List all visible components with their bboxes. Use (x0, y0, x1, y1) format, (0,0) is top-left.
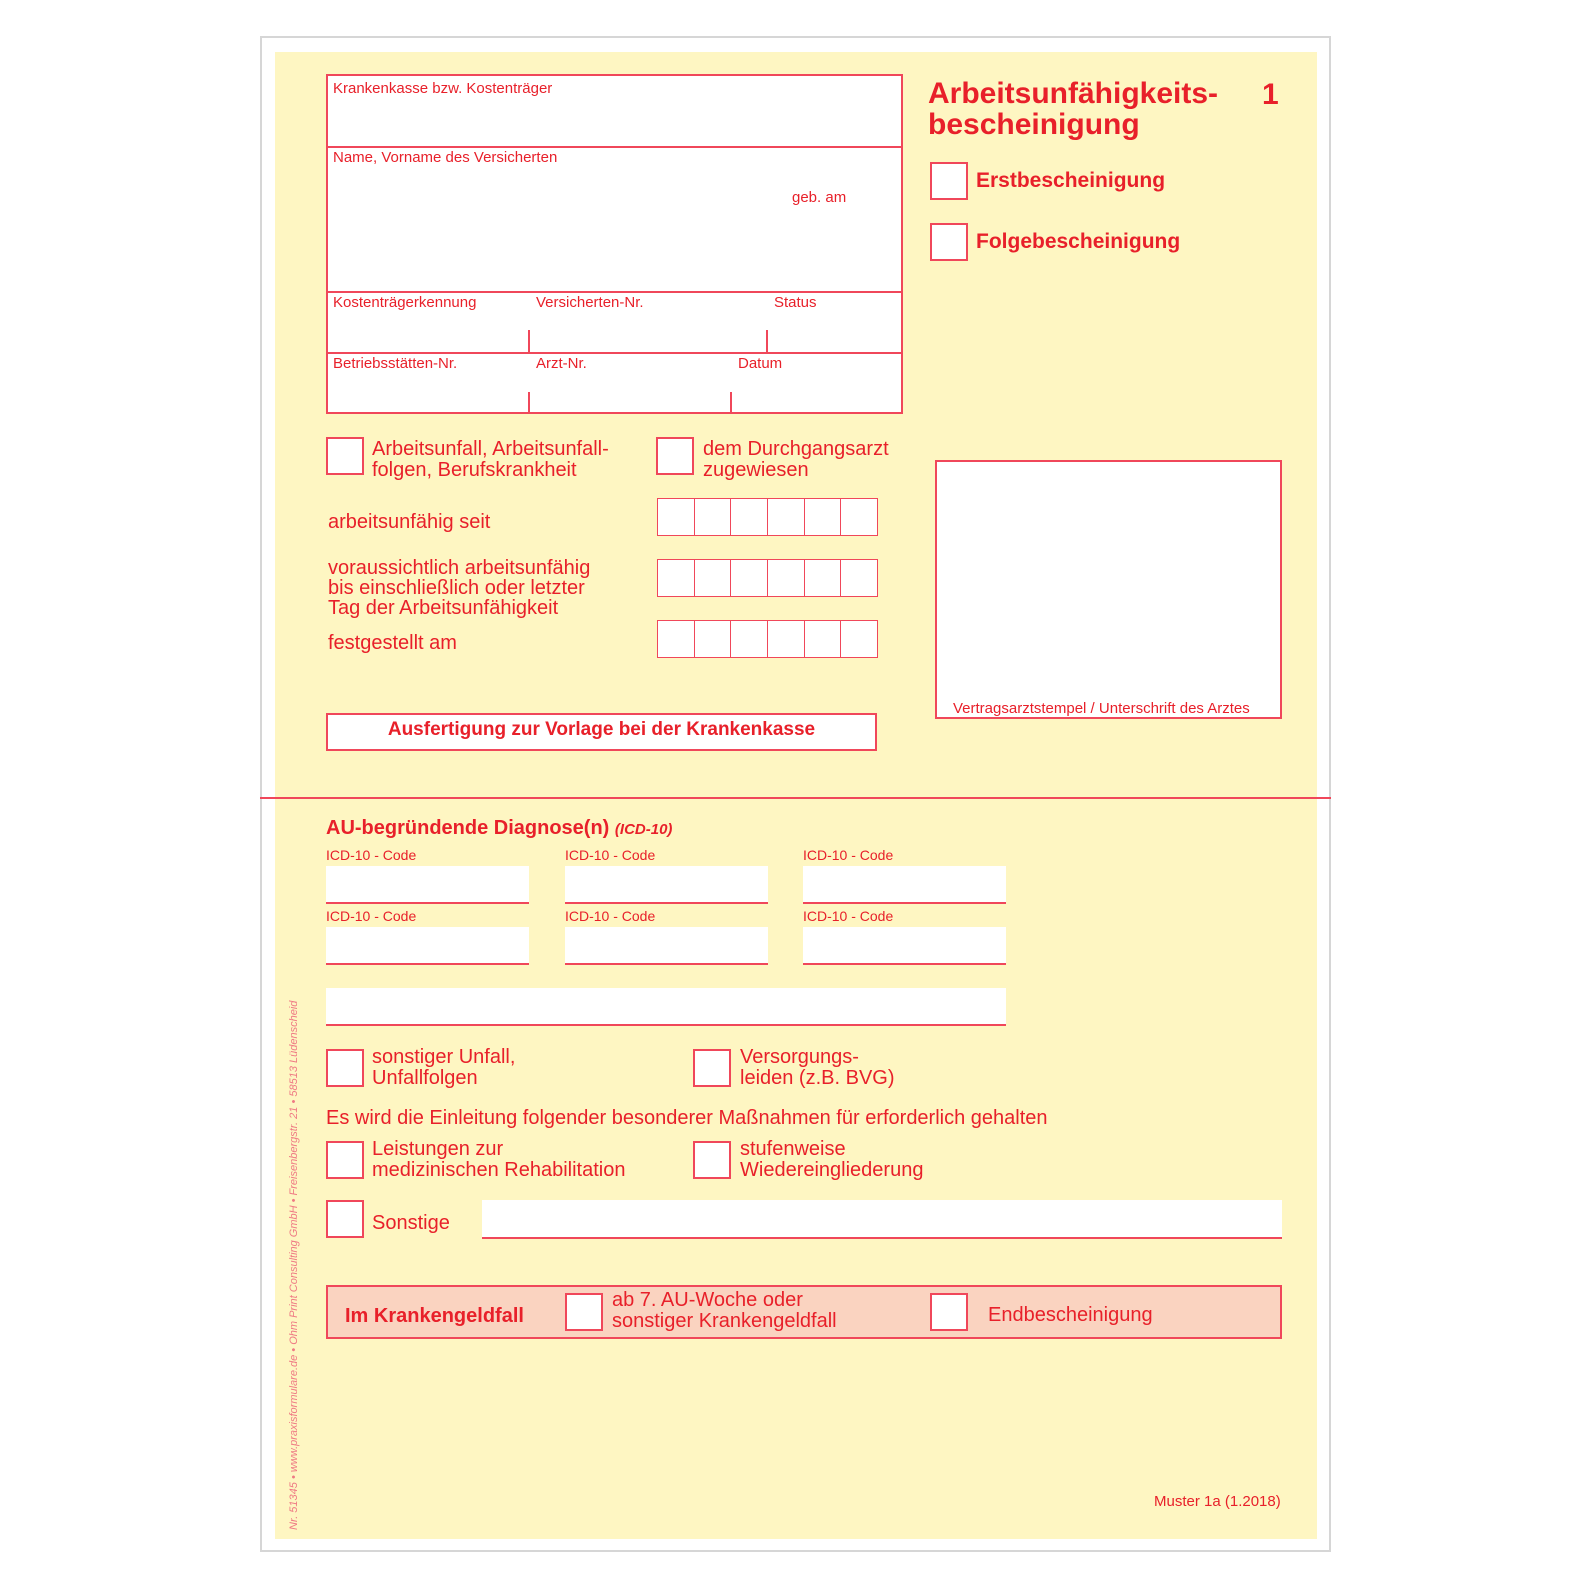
versorgung-line-2: leiden (z.B. BVG) (740, 1067, 895, 1089)
erstbescheinigung-label: Erstbescheinigung (976, 169, 1166, 192)
icd-label-4: ICD-10 - Code (326, 908, 417, 924)
icd-label-2: ICD-10 - Code (565, 847, 656, 863)
arztstempel-label: Vertragsarztstempel / Unterschrift des Arztes (953, 700, 1250, 717)
side-imprint: Nr. 51345 • www.praxisformulare.de • Ohm Print Consulting GmbH • Freisenbergstr. 21 • 58513 Lüdenscheid (288, 1000, 300, 1530)
tick-versicherten (528, 330, 530, 352)
sonstiger-unfall-line-2: Unfallfolgen (372, 1067, 478, 1089)
versorgung-line-1: Versorgungs- (740, 1046, 859, 1068)
arbeitsunfall-line-2: folgen, Berufskrankheit (372, 459, 577, 481)
durchgangsarzt-label (703, 439, 889, 481)
arbeitsunfaehig-seit-date[interactable] (657, 498, 878, 536)
fold-line (260, 797, 1331, 799)
bis-line-2: bis einschließlich oder letzter (328, 577, 585, 599)
sonstige-checkbox[interactable] (326, 1200, 364, 1238)
icd-field-4[interactable] (326, 927, 529, 965)
arzt-nr-label: Arzt-Nr. (536, 355, 587, 372)
ab-7-woche-label (612, 1290, 837, 1332)
sonstiger-unfall-line-1: sonstiger Unfall, (372, 1046, 516, 1068)
krankenkasse-label: Krankenkasse bzw. Kostenträger (333, 80, 553, 97)
title-line-1: Arbeitsunfähigkeits- (928, 77, 1219, 110)
patient-block-divider-2 (326, 291, 903, 293)
diagnose-title (326, 817, 672, 840)
festgestellt-am-date[interactable] (657, 620, 878, 658)
woche-line-1: ab 7. AU-Woche oder (612, 1289, 803, 1311)
versorgungsleiden-label (740, 1047, 895, 1089)
stufen-line-1: stufenweise (740, 1138, 846, 1160)
icd-field-2[interactable] (565, 866, 768, 904)
ab-7-woche-checkbox[interactable] (565, 1293, 603, 1331)
woche-line-2: sonstiger Krankengeldfall (612, 1310, 837, 1332)
icd-field-1[interactable] (326, 866, 529, 904)
muster-label: Muster 1a (1.2018) (1154, 1493, 1281, 1510)
reha-checkbox[interactable] (326, 1141, 364, 1179)
folgebescheinigung-label: Folgebescheinigung (976, 230, 1181, 253)
icd-label-3: ICD-10 - Code (803, 847, 894, 863)
patient-block-divider-3 (326, 352, 903, 354)
icd-field-5[interactable] (565, 927, 768, 965)
erstbescheinigung-checkbox[interactable] (930, 162, 968, 200)
name-label: Name, Vorname des Versicherten (333, 149, 558, 166)
ausfertigung-text: Ausfertigung zur Vorlage bei der Krankenkasse (387, 719, 816, 740)
folgebescheinigung-checkbox[interactable] (930, 223, 968, 261)
bis-line-3: Tag der Arbeitsunfähigkeit (328, 597, 559, 619)
geb-am-label: geb. am (792, 189, 847, 206)
reha-line-1: Leistungen zur (372, 1138, 504, 1160)
wiedereingliederung-label (740, 1139, 923, 1181)
voraussichtlich-bis-label (328, 558, 590, 618)
durchgangsarzt-line-2: zugewiesen (703, 459, 809, 481)
endbescheinigung-checkbox[interactable] (930, 1293, 968, 1331)
form-title (928, 78, 1218, 140)
sonstiger-unfall-checkbox[interactable] (326, 1049, 364, 1087)
copy-number: 1 (1262, 78, 1279, 111)
tick-datum (730, 392, 732, 414)
arbeitsunfall-line-1: Arbeitsunfall, Arbeitsunfall- (372, 438, 609, 460)
tick-arzt (528, 392, 530, 414)
tick-status (766, 330, 768, 352)
icd-label-1: ICD-10 - Code (326, 847, 417, 863)
diagnose-title-text: AU-begründende Diagnose(n) (326, 817, 610, 839)
icd-field-3[interactable] (803, 866, 1006, 904)
bis-line-1: voraussichtlich arbeitsunfähig (328, 557, 591, 579)
krankengeld-label: Im Krankengeldfall (345, 1305, 524, 1327)
icd-label-6: ICD-10 - Code (803, 908, 894, 924)
diagnose-title-suffix: (ICD-10) (614, 821, 673, 838)
durchgangsarzt-line-1: dem Durchgangsarzt (703, 438, 889, 460)
betriebsstaetten-nr-label: Betriebsstätten-Nr. (333, 355, 458, 372)
versicherten-nr-label: Versicherten-Nr. (536, 294, 644, 311)
reha-label (372, 1139, 625, 1181)
sonstiger-unfall-label (372, 1047, 515, 1089)
reha-line-2: medizinischen Rehabilitation (372, 1159, 626, 1181)
voraussichtlich-bis-date[interactable] (657, 559, 878, 597)
arbeitsunfall-label (372, 439, 609, 481)
status-label: Status (774, 294, 817, 311)
endbescheinigung-label: Endbescheinigung (988, 1304, 1153, 1326)
festgestellt-am-label: festgestellt am (328, 632, 457, 654)
arbeitsunfaehig-seit-label: arbeitsunfähig seit (328, 511, 491, 533)
icd-label-5: ICD-10 - Code (565, 908, 656, 924)
kostentraegerkennung-label: Kostenträgerkennung (333, 294, 477, 311)
datum-label: Datum (738, 355, 783, 372)
versorgungsleiden-checkbox[interactable] (693, 1049, 731, 1087)
arbeitsunfall-checkbox[interactable] (326, 437, 364, 475)
patient-block-divider-1 (326, 146, 903, 148)
sonstige-text-field[interactable] (482, 1200, 1282, 1239)
massnahmen-text: Es wird die Einleitung folgender besonderer Maßnahmen für erforderlich gehalten (326, 1107, 1048, 1129)
wiedereingliederung-checkbox[interactable] (693, 1141, 731, 1179)
icd-field-6[interactable] (803, 927, 1006, 965)
durchgangsarzt-checkbox[interactable] (656, 437, 694, 475)
title-line-2: bescheinigung (928, 108, 1140, 141)
diagnose-text-field[interactable] (326, 988, 1006, 1026)
stufen-line-2: Wiedereingliederung (740, 1159, 924, 1181)
arztstempel-box[interactable] (935, 460, 1282, 719)
sonstige-label: Sonstige (372, 1212, 450, 1234)
